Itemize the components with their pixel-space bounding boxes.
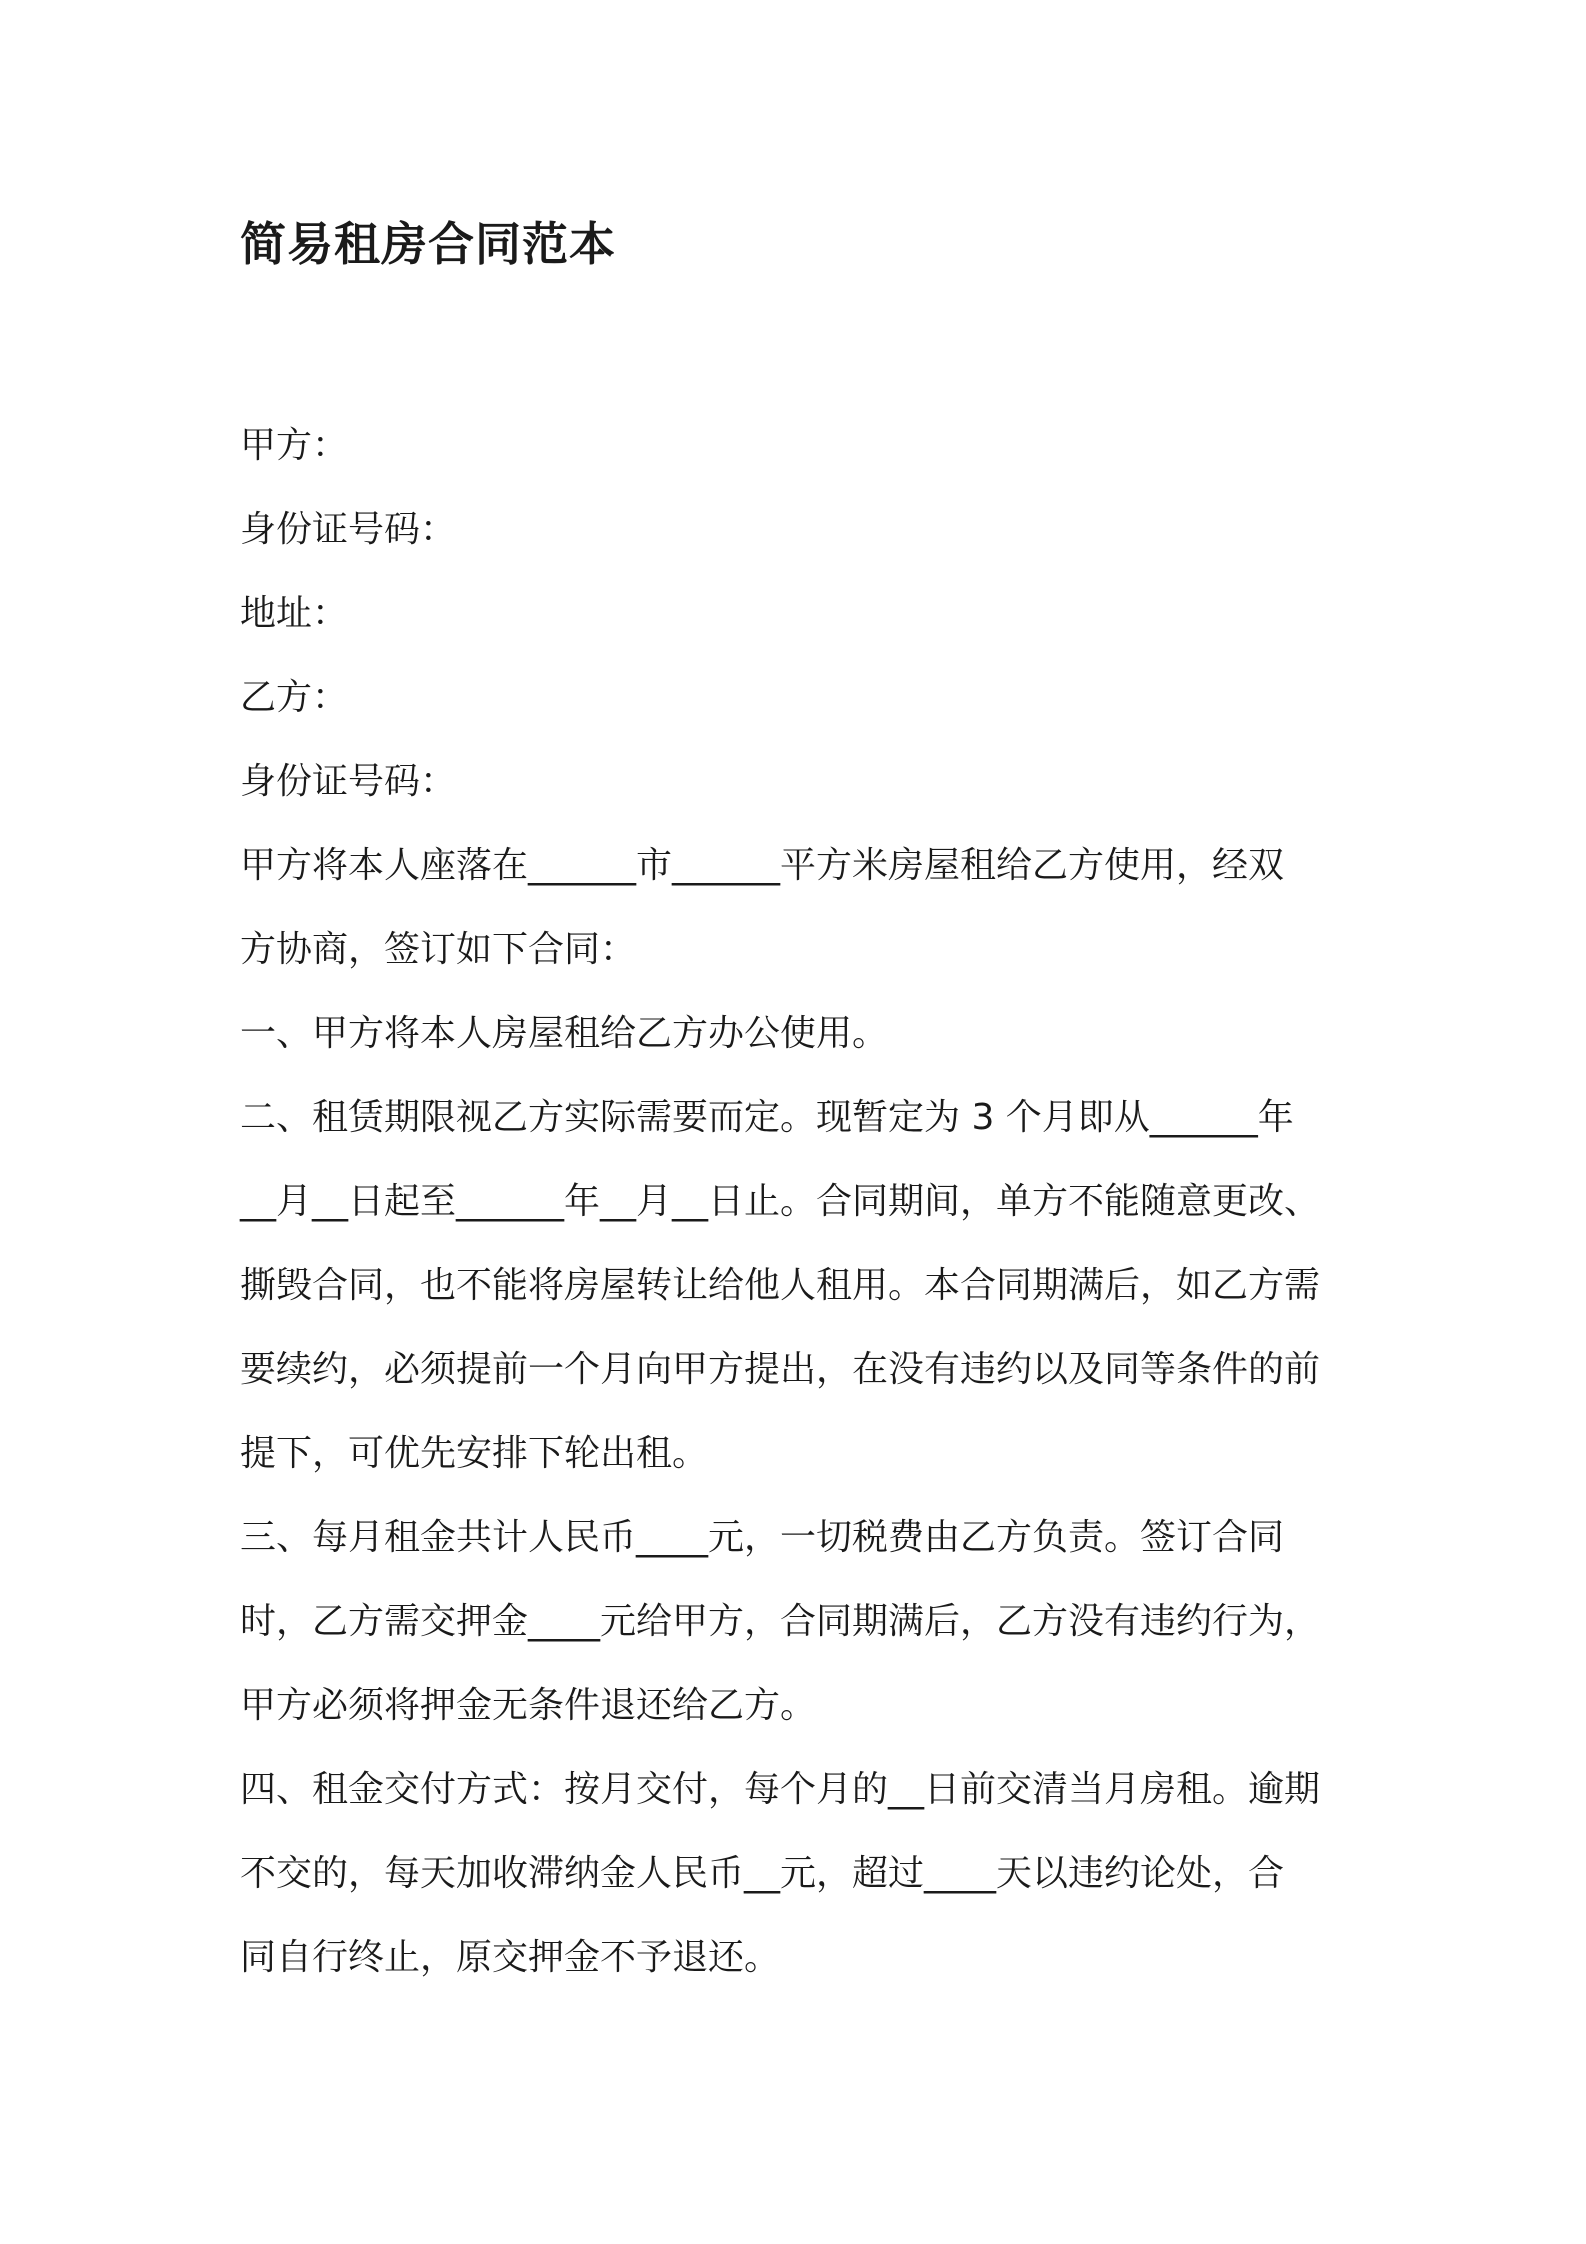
clause-3 [240,1496,1360,1748]
party-a-field: 甲方： [240,425,349,466]
intro-paragraph [240,824,1360,992]
text-line: 方协商，签订如下合同： [240,929,637,970]
clause-4 [240,1748,1360,2000]
text-line: 提下，可优先安排下轮出租。 [240,1433,709,1474]
text-line: 要续约，必须提前一个月向甲方提出，在没有违约以及同等条件的前 [240,1349,1321,1390]
party-b-field: 乙方： [240,677,349,718]
text-line: 四、租金交付方式：按月交付，每个月的__日前交清当月房租。逾期 [240,1769,1321,1810]
text-line: 撕毁合同，也不能将房屋转让给他人租用。本合同期满后，如乙方需 [240,1265,1321,1306]
text-line: 二、租赁期限视乙方实际需要而定。现暂定为 3 个月即从______年 [240,1097,1294,1138]
text-line: 时，乙方需交押金____元给甲方，合同期满后，乙方没有违约行为， [240,1601,1321,1642]
text-line: 甲方必须将押金无条件退还给乙方。 [240,1685,817,1726]
text-line: 同自行终止，原交押金不予退还。 [240,1937,781,1978]
text-line: 一、甲方将本人房屋租给乙方办公使用。 [240,1013,889,1054]
document-title: 简易租房合同范本 [240,217,616,271]
clause-1 [240,992,1360,1076]
party-a-id-field: 身份证号码： [240,509,457,550]
clause-2 [240,1076,1360,1496]
document-body [240,404,1360,2000]
text-line: 不交的，每天加收滞纳金人民币__元，超过____天以违约论处，合 [240,1853,1285,1894]
party-b-id-field: 身份证号码： [240,761,457,802]
text-line: __月__日起至______年__月__日止。合同期间，单方不能随意更改、 [240,1181,1321,1222]
party-a-address-field: 地址： [240,593,349,634]
text-line: 三、每月租金共计人民币____元，一切税费由乙方负责。签订合同 [240,1517,1285,1558]
text-line: 甲方将本人座落在______市______平方米房屋租给乙方使用，经双 [240,845,1285,886]
